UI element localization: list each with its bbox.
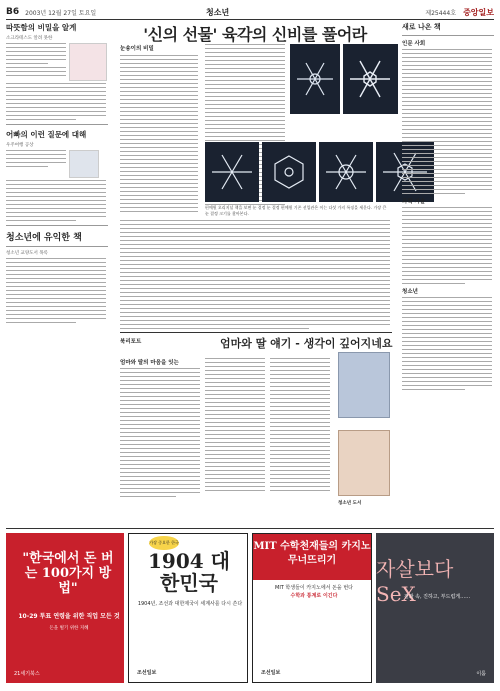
snowflake-photo: [343, 44, 398, 114]
sec2-subtitle: 엄마와 딸의 마음을 잇는: [120, 360, 179, 366]
ad4-publisher: 이룸: [476, 671, 486, 677]
snowflake-photo: [290, 44, 340, 114]
snowflake-photos-top: [290, 44, 398, 114]
ad-mit-casino-book[interactable]: [252, 533, 372, 683]
sec2-col2: [205, 358, 265, 494]
article-bottom: [120, 220, 390, 332]
ad1-publisher: 21세기북스: [14, 671, 40, 677]
article-label: 눈송이의 비밀: [120, 46, 154, 52]
book-cover: [338, 352, 390, 418]
ad2-publisher: 조선일보: [137, 670, 157, 676]
article-col1: [120, 55, 198, 212]
box1-text: [6, 43, 66, 81]
new-books-label: 새로 나온 책: [402, 22, 441, 31]
section-rule: [120, 332, 392, 333]
article-sidebar: [120, 44, 200, 215]
page-number: B6: [6, 7, 20, 17]
box3-title: 청소년에 유익한 책: [6, 233, 82, 243]
ad2-subheadline: 1904년, 조선과 대한제국이 세계사를 다시 쓴다: [137, 601, 243, 607]
photo-caption: 편예원 오리지널 책을 보면 눈 결정 눈 결정 편예원 기존 선입관은 이는 다섯 가지 특징을 세운다. 가장 큰 눈 결정 크기를 찾아본다.: [205, 205, 387, 216]
issue-number: 제25444호: [425, 9, 456, 17]
box1-body: [6, 83, 106, 120]
ad3-tagline: 수학과 통계로 이긴다: [290, 593, 338, 599]
section-title: 청소년: [206, 6, 230, 17]
ad1-subheadline: 10-29 투표 연령을 위한 직업 모든 것: [18, 613, 120, 620]
ad2-headline: 1904 대한민국: [148, 549, 230, 595]
category-list: [402, 49, 492, 194]
sec2-col3: [270, 358, 330, 494]
ad1-tagline: 돈을 벌기 위한 지혜: [49, 626, 89, 631]
snowflake-photo: [262, 142, 316, 202]
main-headline: '신의 선물' 육각의 신비를 풀어라: [143, 25, 367, 44]
book-review-label: 북리포트: [120, 339, 142, 345]
category-list: [402, 297, 492, 390]
box2-illustration: [69, 150, 99, 178]
snowflake-photos-row: [205, 142, 434, 202]
page-header: [6, 6, 494, 18]
box2-body: [6, 180, 106, 221]
book-cover: [338, 430, 390, 496]
ad3-subheadline: MIT 학생들이 카지노에서 돈을 번다: [275, 585, 353, 591]
box2-subtitle: 우주여행 공상: [6, 143, 34, 148]
category-title: 인문 사회: [402, 41, 426, 47]
left-column: [6, 22, 108, 326]
paper-logo: 중앙일보: [463, 6, 494, 17]
divider: [6, 246, 108, 247]
divider: [6, 124, 108, 125]
ad3-headline: MIT 수학천재들의 카지노 무너뜨리기: [253, 534, 371, 580]
category-list: [402, 207, 492, 284]
box2-title: 어빠의 이런 질문에 대해: [6, 130, 87, 139]
box2-text: [6, 150, 66, 178]
ad3-publisher: 조선일보: [261, 670, 281, 676]
sec2-subtitle: 청소년 도서: [338, 501, 362, 506]
section2-title: 엄마와 딸 얘기 - 생각이 깊어지네요: [220, 337, 393, 350]
snowflake-photo: [319, 142, 373, 202]
ad4-subheadline: 겉과 속, 진하고, 부드럽게……: [403, 594, 471, 600]
ad4-headline: 자살보다 SeX: [376, 557, 454, 606]
ad-money-book[interactable]: [6, 533, 124, 683]
ad-strip: [6, 533, 494, 683]
category-title: 청소년: [402, 289, 418, 295]
right-column: [402, 22, 494, 393]
box1-subtitle: 소크라테스도 알려 못한: [6, 36, 53, 41]
box4-subtitle: 청소년 교양도서 목록: [6, 251, 48, 256]
ad-sex-book[interactable]: [376, 533, 494, 683]
header-rule: [6, 19, 494, 20]
ad1-headline: "한국에서 돈 버는 100가지 방법": [22, 551, 114, 596]
box1-title: 따뜻함의 비밀을 알게: [6, 23, 77, 32]
snowflake-photo: [205, 142, 259, 202]
issue-date: 2003년 12월 27일 토요일: [25, 9, 97, 17]
ads-rule: [6, 528, 494, 529]
divider: [6, 225, 108, 226]
ad2-badge: 가장 중요한 한국: [149, 536, 179, 550]
sec2-col1: [120, 358, 200, 500]
ad-1904-book[interactable]: [128, 533, 248, 683]
divider: [402, 35, 494, 36]
box4-body: [6, 258, 106, 323]
category-title: 과학 기술: [402, 199, 426, 205]
box1-illustration: [69, 43, 107, 81]
